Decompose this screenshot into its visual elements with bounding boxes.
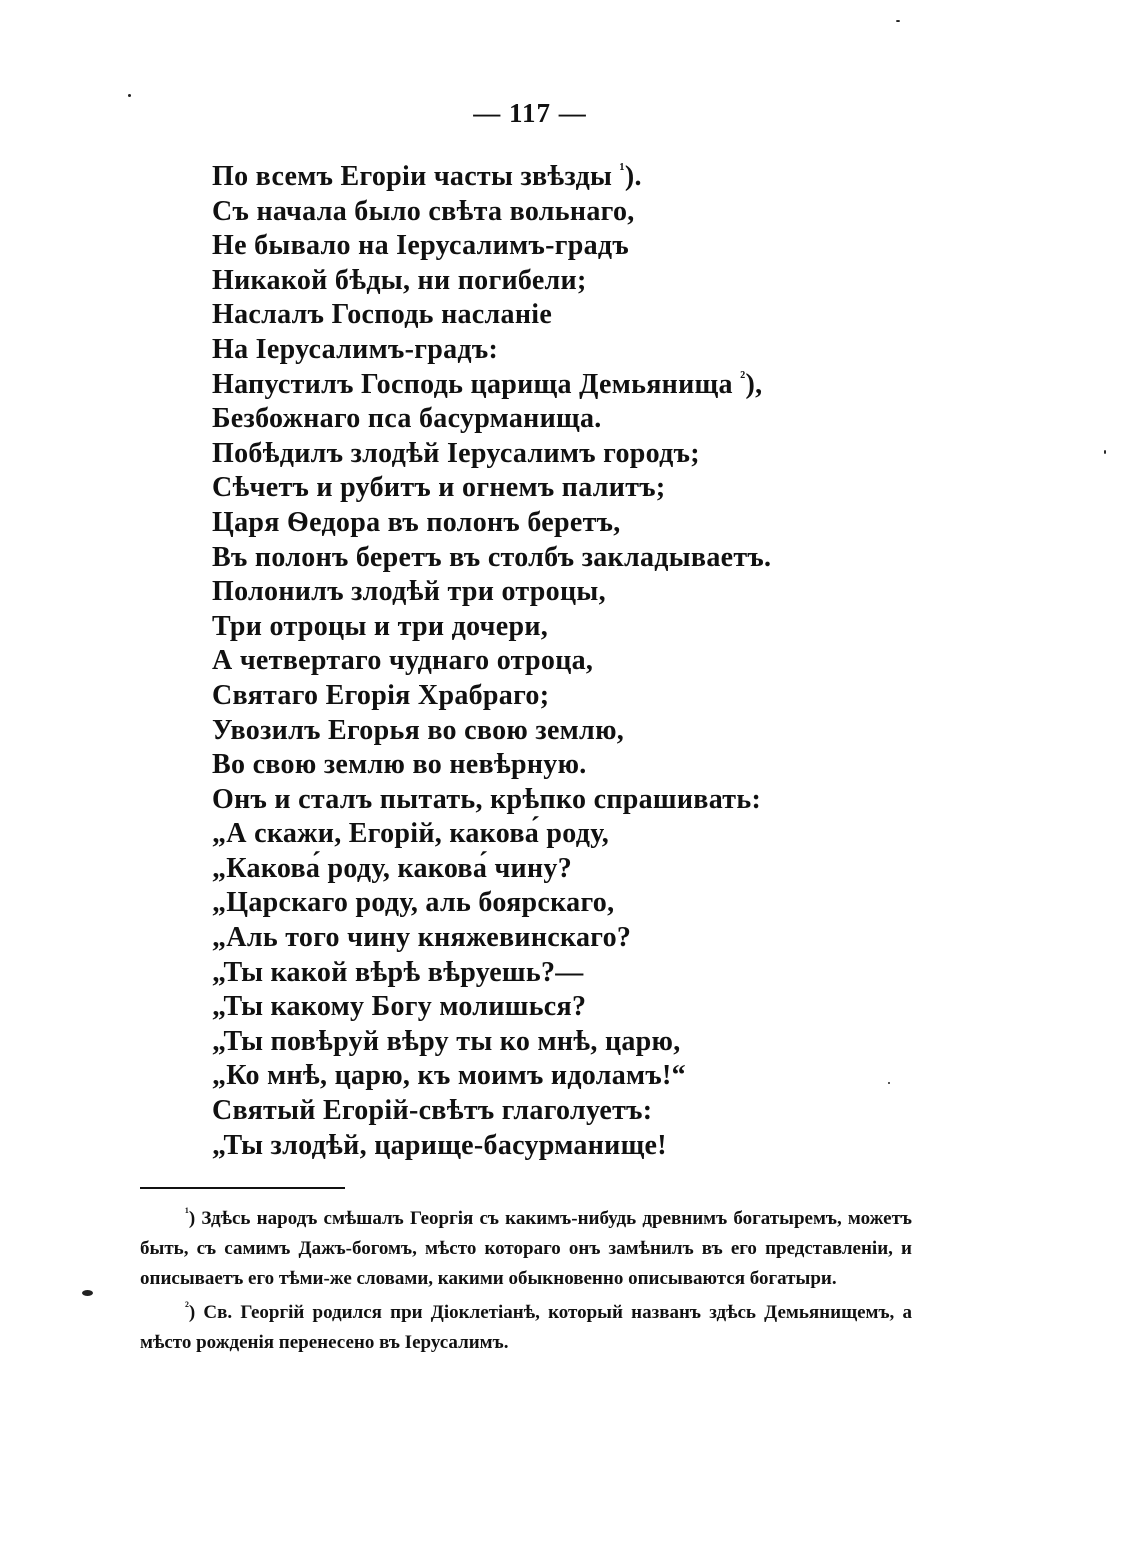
poem-line: „Ты повѣруй вѣру ты ко мнѣ, царю, (212, 1025, 681, 1057)
footnote-ref: ² (740, 367, 746, 387)
footnote-ref: ¹ (619, 159, 625, 179)
poem-line: „Царскаго роду, аль боярскаго, (212, 887, 615, 919)
poem-line: Въ полонъ беретъ въ столбъ закладываетъ. (212, 541, 772, 573)
poem-line: А четвертаго чуднаго отроца, (212, 645, 594, 677)
poem-line: Онъ и сталъ пытать, крѣпко спрашивать: (212, 783, 762, 815)
scan-speck (888, 1082, 890, 1084)
poem-line: „Ты злодѣй, царище-басурманище! (212, 1129, 667, 1161)
footnote-mark: ¹ (185, 1204, 189, 1220)
poem-line: Сѣчетъ и рубитъ и огнемъ палитъ; (212, 472, 666, 504)
poem-line: „Ты какой вѣрѣ вѣруешь?— (212, 956, 584, 988)
poem-line: „Ко мнѣ, царю, къ моимъ идоламъ!“ (212, 1060, 686, 1092)
poem-line: „Какова́ роду, какова́ чину? (212, 852, 573, 884)
poem-line: „А скажи, Егорій, какова́ роду, (212, 818, 609, 850)
poem-line: Никакой бѣды, ни погибели; (212, 264, 587, 296)
footnotes (140, 1204, 912, 1362)
poem-line: Напустилъ Господь царища Демьянища $^{^2}$), (212, 367, 763, 400)
poem-line: На Іерусалимъ-градъ: (212, 333, 499, 365)
poem-line: „Ты какому Богу молишься? (212, 991, 587, 1023)
poem-line: Увозилъ Егорья во свою землю, (212, 714, 625, 746)
poem-line: Святый Егорій-свѣтъ глаголуетъ: (212, 1095, 653, 1127)
poem-line: По всемъ Егоріи часты звѣзды $^{^1}$). (212, 159, 642, 192)
scan-speck (896, 20, 900, 22)
footnote-mark: ² (185, 1298, 189, 1314)
scan-speck (82, 1290, 93, 1296)
footnote-1: $^{^1}$) Здѣсь народъ смѣшалъ Георгія съ какимъ-нибудь древнимъ богатыремъ, можетъ быть, съ самимъ Дажъ-богомъ, мѣсто котораго онъ замѣнилъ въ его представленіи, и описываетъ его тѣми-же словами, какими обыкновенно описываются богатыри. (140, 1204, 912, 1289)
poem-line: Святаго Егорія Храбраго; (212, 679, 550, 711)
poem-line: Безбожнаго пса басурманища. (212, 403, 602, 435)
footnote-2: $^{^2}$) Св. Георгій родился при Діоклетіанѣ, который названъ здѣсь Демьянищемъ, а мѣсто рожденія перенесено въ Іерусалимъ. (140, 1298, 912, 1353)
poem-line: Царя Ѳедора въ полонъ беретъ, (212, 506, 621, 538)
poem-line: Три отроцы и три дочери, (212, 610, 549, 642)
scan-speck (1104, 450, 1106, 454)
poem-line: Полонилъ злодѣй три отроцы, (212, 576, 606, 608)
poem-line: Съ начала было свѣта вольнаго, (212, 195, 635, 227)
scan-speck (128, 94, 131, 97)
poem-line: „Аль того чину княжевинскаго? (212, 922, 632, 954)
poem-line: Во свою землю во невѣрную. (212, 749, 587, 781)
poem-line: Не бывало на Іерусалимъ-градъ (212, 230, 629, 262)
page-number: — 117 — (473, 98, 587, 128)
poem-line: Побѣдилъ злодѣй Іерусалимъ городъ; (212, 437, 700, 469)
poem-line: Наслалъ Господь насланіе (212, 299, 553, 331)
footnote-divider (140, 1187, 345, 1189)
poem-text (212, 160, 1012, 1163)
